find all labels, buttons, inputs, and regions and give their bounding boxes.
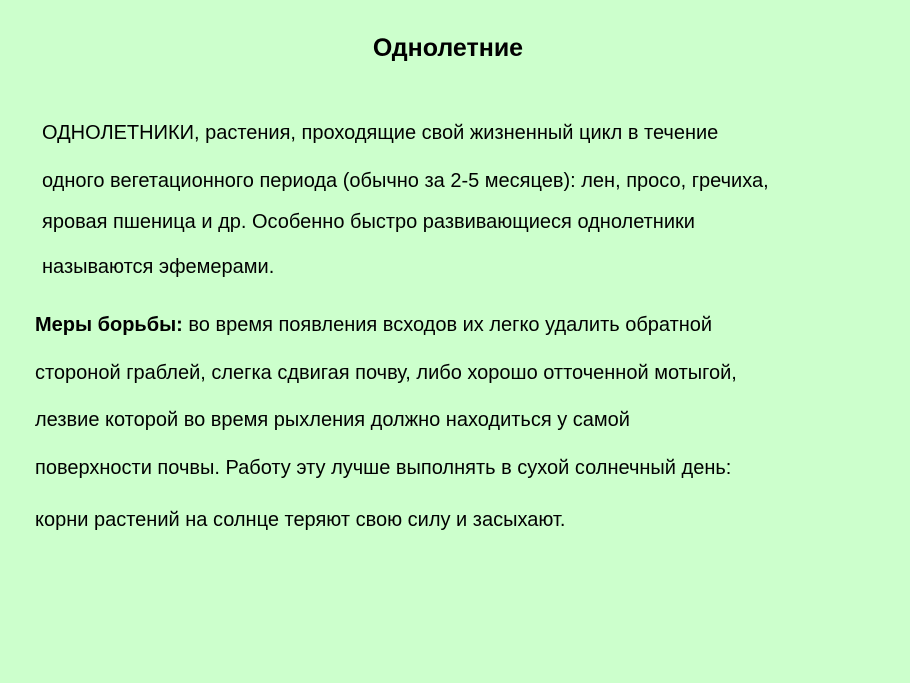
control-line: стороной граблей, слегка сдвигая почву, либо хорошо отточенной мотыгой, bbox=[35, 362, 737, 384]
definition-line: одного вегетационного периода (обычно за 2-5 месяцев): лен, просо, гречиха, bbox=[42, 170, 769, 192]
definition-line: ОДНОЛЕТНИКИ, растения, проходящие свой жизненный цикл в течение bbox=[42, 122, 719, 144]
slide-title: Однолетние bbox=[372, 34, 524, 62]
control-text: во время появления всходов их легко удалить обратной bbox=[182, 314, 713, 336]
control-label: Меры борьбы: bbox=[35, 314, 183, 336]
control-line: поверхности почвы. Работу эту лучше выполнять в сухой солнечный день: bbox=[35, 457, 732, 479]
control-line: корни растений на солнце теряют свою силу и засыхают. bbox=[35, 509, 566, 531]
control-line: лезвие которой во время рыхления должно находиться у самой bbox=[35, 409, 630, 431]
definition-line: называются эфемерами. bbox=[42, 256, 275, 278]
control-line bbox=[35, 314, 712, 337]
definition-line: яровая пшеница и др. Особенно быстро развивающиеся однолетники bbox=[42, 211, 695, 233]
